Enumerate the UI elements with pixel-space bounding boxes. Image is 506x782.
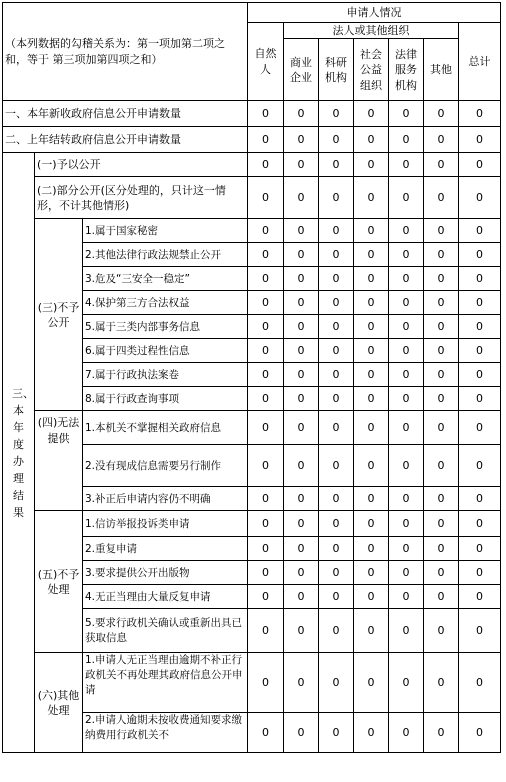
value-cell: 0 xyxy=(389,537,424,561)
value-cell: 0 xyxy=(284,127,319,153)
value-cell: 0 xyxy=(389,387,424,411)
row-group-unable: (四)无法提供 xyxy=(35,411,83,511)
value-cell: 0 xyxy=(424,585,459,609)
value-cell: 0 xyxy=(248,267,284,291)
section3-label: 三、本年度办理结果 xyxy=(3,153,35,753)
value-cell: 0 xyxy=(248,445,284,487)
value-cell: 0 xyxy=(319,387,354,411)
value-cell: 0 xyxy=(354,153,389,177)
value-cell: 0 xyxy=(248,585,284,609)
value-cell: 0 xyxy=(354,585,389,609)
value-cell: 0 xyxy=(248,243,284,267)
value-cell: 0 xyxy=(424,177,459,219)
value-cell: 0 xyxy=(459,363,501,387)
value-cell: 0 xyxy=(389,653,424,713)
col-header-total: 总计 xyxy=(459,23,501,101)
value-cell: 0 xyxy=(389,243,424,267)
value-cell: 0 xyxy=(319,101,354,127)
value-cell: 0 xyxy=(248,609,284,653)
value-cell: 0 xyxy=(424,411,459,445)
value-cell: 0 xyxy=(459,411,501,445)
row-label: 2.其他法律行政法规禁止公开 xyxy=(83,243,248,267)
header-row-applicant xyxy=(3,3,501,23)
row-label-granted: (一)予以公开 xyxy=(35,153,248,177)
row-label-carried-over: 二、上年结转政府信息公开申请数量 xyxy=(3,127,248,153)
col-header-public-welfare: 社会公益组织 xyxy=(354,39,389,101)
value-cell: 0 xyxy=(459,653,501,713)
value-cell: 0 xyxy=(319,243,354,267)
value-cell: 0 xyxy=(424,291,459,315)
relationship-note: （本列数据的勾稽关系为：第一项加第二项之和，等于 第三项加第四项之和） xyxy=(3,3,248,101)
value-cell: 0 xyxy=(389,127,424,153)
row-label: 1.本机关不掌握相关政府信息 xyxy=(83,411,248,445)
value-cell: 0 xyxy=(319,127,354,153)
value-cell: 0 xyxy=(248,487,284,511)
value-cell: 0 xyxy=(354,561,389,585)
row-label: 2.重复申请 xyxy=(83,537,248,561)
value-cell: 0 xyxy=(459,445,501,487)
row-label: 1.属于国家秘密 xyxy=(83,219,248,243)
col-header-legal-service: 法律服务机构 xyxy=(389,39,424,101)
value-cell: 0 xyxy=(319,153,354,177)
value-cell: 0 xyxy=(319,219,354,243)
value-cell: 0 xyxy=(459,315,501,339)
value-cell: 0 xyxy=(424,653,459,713)
value-cell: 0 xyxy=(389,363,424,387)
value-cell: 0 xyxy=(284,315,319,339)
row-label: 2.申请人逾期未按收费通知要求缴 纳费用行政机关不 xyxy=(83,713,248,753)
value-cell: 0 xyxy=(248,219,284,243)
value-cell: 0 xyxy=(459,267,501,291)
value-cell: 0 xyxy=(354,387,389,411)
value-cell: 0 xyxy=(284,339,319,363)
value-cell: 0 xyxy=(354,219,389,243)
value-cell: 0 xyxy=(424,315,459,339)
row-label: 2.没有现成信息需要另行制作 xyxy=(83,445,248,487)
value-cell: 0 xyxy=(354,177,389,219)
value-cell: 0 xyxy=(284,411,319,445)
value-cell: 0 xyxy=(459,713,501,753)
value-cell: 0 xyxy=(459,127,501,153)
value-cell: 0 xyxy=(319,267,354,291)
value-cell: 0 xyxy=(354,487,389,511)
value-cell: 0 xyxy=(389,445,424,487)
row-label: 3.要求提供公开出版物 xyxy=(83,561,248,585)
value-cell: 0 xyxy=(424,713,459,753)
value-cell: 0 xyxy=(389,177,424,219)
row-group-not-processed: (五)不予处理 xyxy=(35,511,83,653)
value-cell: 0 xyxy=(424,609,459,653)
value-cell: 0 xyxy=(424,387,459,411)
table-row xyxy=(3,653,501,713)
row-group-other: (六)其他处理 xyxy=(35,653,83,753)
row-label: 3.补正后申请内容仍不明确 xyxy=(83,487,248,511)
col-header-other: 其他 xyxy=(424,39,459,101)
value-cell: 0 xyxy=(319,445,354,487)
value-cell: 0 xyxy=(354,101,389,127)
value-cell: 0 xyxy=(248,387,284,411)
value-cell: 0 xyxy=(389,713,424,753)
table-row xyxy=(3,153,501,177)
value-cell: 0 xyxy=(284,585,319,609)
value-cell: 0 xyxy=(459,537,501,561)
value-cell: 0 xyxy=(459,219,501,243)
value-cell: 0 xyxy=(284,153,319,177)
value-cell: 0 xyxy=(424,153,459,177)
value-cell: 0 xyxy=(424,511,459,537)
value-cell: 0 xyxy=(319,585,354,609)
value-cell: 0 xyxy=(319,653,354,713)
value-cell: 0 xyxy=(389,487,424,511)
value-cell: 0 xyxy=(424,267,459,291)
row-label: 4.无正当理由大量反复申请 xyxy=(83,585,248,609)
table-row xyxy=(3,219,501,243)
value-cell: 0 xyxy=(459,339,501,363)
value-cell: 0 xyxy=(354,267,389,291)
value-cell: 0 xyxy=(284,487,319,511)
col-header-research: 科研机构 xyxy=(319,39,354,101)
value-cell: 0 xyxy=(319,609,354,653)
col-header-business: 商业企业 xyxy=(284,39,319,101)
value-cell: 0 xyxy=(284,219,319,243)
value-cell: 0 xyxy=(389,609,424,653)
value-cell: 0 xyxy=(284,713,319,753)
value-cell: 0 xyxy=(354,291,389,315)
value-cell: 0 xyxy=(459,291,501,315)
value-cell: 0 xyxy=(424,219,459,243)
col-header-natural-person: 自然人 xyxy=(248,23,284,101)
value-cell: 0 xyxy=(389,511,424,537)
table-row xyxy=(3,101,501,127)
value-cell: 0 xyxy=(354,363,389,387)
value-cell: 0 xyxy=(284,243,319,267)
value-cell: 0 xyxy=(284,101,319,127)
value-cell: 0 xyxy=(424,243,459,267)
value-cell: 0 xyxy=(354,315,389,339)
row-label-new-requests: 一、本年新收政府信息公开申请数量 xyxy=(3,101,248,127)
value-cell: 0 xyxy=(424,537,459,561)
row-label-partial: (二)部分公开(区分处理的，只计这一情形，不计其他情形) xyxy=(35,177,248,219)
value-cell: 0 xyxy=(424,445,459,487)
row-label: 1.信访举报投诉类申请 xyxy=(83,511,248,537)
value-cell: 0 xyxy=(354,445,389,487)
value-cell: 0 xyxy=(459,153,501,177)
value-cell: 0 xyxy=(284,445,319,487)
value-cell: 0 xyxy=(319,411,354,445)
table-row xyxy=(3,511,501,537)
value-cell: 0 xyxy=(424,561,459,585)
row-label: 6.属于四类过程性信息 xyxy=(83,339,248,363)
legal-org-header: 法人或其他组织 xyxy=(284,23,459,39)
value-cell: 0 xyxy=(284,177,319,219)
value-cell: 0 xyxy=(248,153,284,177)
value-cell: 0 xyxy=(284,609,319,653)
value-cell: 0 xyxy=(284,511,319,537)
value-cell: 0 xyxy=(248,315,284,339)
value-cell: 0 xyxy=(319,363,354,387)
applicant-situation-header: 申请人情况 xyxy=(248,3,501,23)
value-cell: 0 xyxy=(354,127,389,153)
value-cell: 0 xyxy=(424,101,459,127)
row-label: 1.申请人无正当理由逾期不补正行 政机关不再处理其政府信息公开申 请 xyxy=(83,653,248,713)
value-cell: 0 xyxy=(319,537,354,561)
value-cell: 0 xyxy=(459,243,501,267)
value-cell: 0 xyxy=(248,511,284,537)
value-cell: 0 xyxy=(284,537,319,561)
value-cell: 0 xyxy=(248,291,284,315)
value-cell: 0 xyxy=(248,537,284,561)
value-cell: 0 xyxy=(248,127,284,153)
value-cell: 0 xyxy=(459,101,501,127)
value-cell: 0 xyxy=(459,387,501,411)
value-cell: 0 xyxy=(354,713,389,753)
value-cell: 0 xyxy=(389,219,424,243)
value-cell: 0 xyxy=(319,291,354,315)
value-cell: 0 xyxy=(319,315,354,339)
value-cell: 0 xyxy=(284,267,319,291)
value-cell: 0 xyxy=(284,291,319,315)
value-cell: 0 xyxy=(459,487,501,511)
value-cell: 0 xyxy=(248,339,284,363)
value-cell: 0 xyxy=(248,411,284,445)
value-cell: 0 xyxy=(248,177,284,219)
value-cell: 0 xyxy=(284,653,319,713)
value-cell: 0 xyxy=(248,713,284,753)
value-cell: 0 xyxy=(389,561,424,585)
value-cell: 0 xyxy=(459,511,501,537)
value-cell: 0 xyxy=(354,339,389,363)
value-cell: 0 xyxy=(319,511,354,537)
row-group-not-disclosed: (三)不予公开 xyxy=(35,219,83,411)
row-label: 5.要求行政机关确认或重新出具已 获取信息 xyxy=(83,609,248,653)
value-cell: 0 xyxy=(354,511,389,537)
value-cell: 0 xyxy=(389,339,424,363)
value-cell: 0 xyxy=(389,411,424,445)
value-cell: 0 xyxy=(389,291,424,315)
value-cell: 0 xyxy=(354,537,389,561)
value-cell: 0 xyxy=(354,243,389,267)
value-cell: 0 xyxy=(459,585,501,609)
value-cell: 0 xyxy=(389,267,424,291)
row-label: 4.保护第三方合法权益 xyxy=(83,291,248,315)
value-cell: 0 xyxy=(424,339,459,363)
value-cell: 0 xyxy=(459,609,501,653)
value-cell: 0 xyxy=(284,561,319,585)
value-cell: 0 xyxy=(459,561,501,585)
value-cell: 0 xyxy=(389,153,424,177)
value-cell: 0 xyxy=(354,411,389,445)
value-cell: 0 xyxy=(319,339,354,363)
value-cell: 0 xyxy=(354,653,389,713)
value-cell: 0 xyxy=(424,363,459,387)
value-cell: 0 xyxy=(248,561,284,585)
value-cell: 0 xyxy=(424,487,459,511)
value-cell: 0 xyxy=(284,387,319,411)
value-cell: 0 xyxy=(319,561,354,585)
disclosure-statistics-table xyxy=(2,2,501,753)
value-cell: 0 xyxy=(284,363,319,387)
table-row xyxy=(3,177,501,219)
row-label: 8.属于行政查询事项 xyxy=(83,387,248,411)
value-cell: 0 xyxy=(354,609,389,653)
row-label: 7.属于行政执法案卷 xyxy=(83,363,248,387)
value-cell: 0 xyxy=(459,177,501,219)
value-cell: 0 xyxy=(424,127,459,153)
value-cell: 0 xyxy=(248,653,284,713)
row-label: 5.属于三类内部事务信息 xyxy=(83,315,248,339)
value-cell: 0 xyxy=(248,363,284,387)
row-label: 3.危及“三安全一稳定” xyxy=(83,267,248,291)
value-cell: 0 xyxy=(248,101,284,127)
value-cell: 0 xyxy=(389,315,424,339)
table-row xyxy=(3,127,501,153)
value-cell: 0 xyxy=(389,101,424,127)
value-cell: 0 xyxy=(389,585,424,609)
table-row xyxy=(3,411,501,445)
value-cell: 0 xyxy=(319,177,354,219)
value-cell: 0 xyxy=(319,487,354,511)
value-cell: 0 xyxy=(319,713,354,753)
